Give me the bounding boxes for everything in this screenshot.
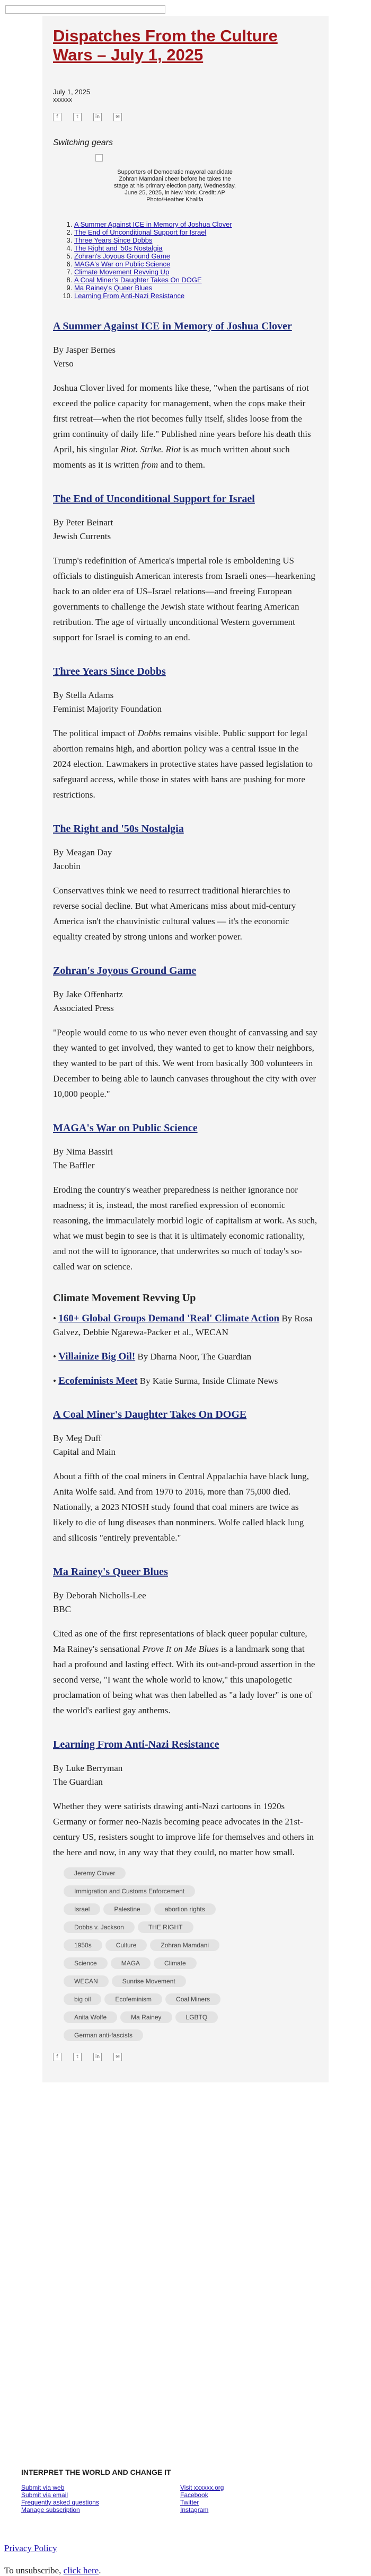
tag-list <box>53 1867 318 2047</box>
tag-pill[interactable]: Israel <box>64 1903 100 1915</box>
climate-link[interactable]: Ecofeminists Meet <box>58 1375 138 1387</box>
footer-link[interactable]: Submit via web <box>21 2484 65 2491</box>
article-body: Whether they were satirists drawing anti-Nazi cartoons in 1920s Germany or former neo-Nazis becoming peace advocates in the 21st-century US, resisters sought to improve life for themselves and others in the here and now, in any way that they could, no matter how small. <box>53 1801 314 1857</box>
article-byline: By Jake Offenhartz Associated Press <box>53 989 123 1013</box>
tag-pill[interactable]: Culture <box>105 1939 147 1951</box>
tag-pill[interactable]: German anti-fascists <box>64 2029 143 2041</box>
tag-pill[interactable]: Immigration and Customs Enforcement <box>64 1885 195 1897</box>
twitter-icon[interactable]: t <box>73 113 82 121</box>
list-item: • 160+ Global Groups Demand 'Real' Climate Action By Rosa Galvez, Debbie Ngarewa-Packer et al., WECAN <box>53 1313 313 1337</box>
image-caption: Supporters of Democratic mayoral candidate Zohran Mamdani cheer before he takes the stage at his primary election party, Wednesday, June 25, 2025, in New York. Credit: AP Photo/Heather Khalifa <box>114 169 236 203</box>
footer-link[interactable]: Visit xxxxxx.org <box>180 2484 224 2491</box>
toc-item[interactable]: 1. A Summer Against ICE in Memory of Joshua Clover <box>74 220 318 228</box>
tag-pill[interactable]: Climate <box>154 1957 197 1969</box>
tag-pill[interactable]: Ecofeminism <box>104 1993 162 2005</box>
tag-pill[interactable]: Palestine <box>103 1903 151 1915</box>
article-byline: By Stella Adams Feminist Majority Foundation <box>53 690 162 714</box>
email-icon[interactable]: ✉ <box>113 113 122 121</box>
issue-tag: xxxxxx <box>53 96 72 103</box>
climate-link-list <box>53 1312 318 1388</box>
article-title[interactable]: A Coal Miner's Daughter Takes On DOGE <box>53 1409 247 1420</box>
article-title[interactable]: Ma Rainey's Queer Blues <box>53 1566 168 1578</box>
footer-link[interactable]: Submit via email <box>21 2491 68 2499</box>
article-byline: By Peter Beinart Jewish Currents <box>53 517 113 541</box>
article-byline: By Jasper Bernes Verso <box>53 345 116 369</box>
tag-pill[interactable]: Science <box>64 1957 108 1969</box>
article-title[interactable]: Learning From Anti-Nazi Resistance <box>53 1739 219 1750</box>
tag-pill[interactable]: WECAN <box>64 1975 109 1987</box>
tag-pill[interactable]: Zohran Mamdani <box>150 1939 219 1951</box>
article-byline: By Nima Bassiri The Baffler <box>53 1147 113 1170</box>
hero-image <box>95 154 276 167</box>
tag-pill[interactable]: Anita Wolfe <box>64 2011 117 2023</box>
article-byline: By Meg Duff Capital and Main <box>53 1433 116 1457</box>
article-title[interactable]: A Summer Against ICE in Memory of Joshua Clover <box>53 320 292 332</box>
top-image-placeholder <box>5 5 165 14</box>
toc-item[interactable]: 5. Zohran's Joyous Ground Game <box>74 252 318 260</box>
toc-item[interactable]: 9. Ma Rainey's Queer Blues <box>74 284 318 292</box>
social-share-row-bottom <box>53 2053 318 2061</box>
article-body: Eroding the country's weather preparedness is neither ignorance nor madness; it is, instead, the most rarefied expression of economic reasoning, the immaculately morbid logic of capitalism at work. As such, what we must begin to see is that it is ultimately economic rationality, and not the will to ignorance, that underwrites so much of today's so-called war on science. <box>53 1185 317 1272</box>
toc-item[interactable]: 2. The End of Unconditional Support for Israel <box>74 228 318 236</box>
article-body: The political impact of Dobbs remains visible. Public support for legal abortion remains high, and abortion policy was a central issue in the 2024 election. Lawmakers in protective states have passed legislation to safeguard access, while those in states with bans are pushing for more restrictions. <box>53 728 313 800</box>
article-title[interactable]: The End of Unconditional Support for Israel <box>53 493 255 505</box>
broken-image-icon <box>95 154 103 162</box>
unsubscribe-link[interactable]: click here <box>63 2565 99 2575</box>
privacy-policy-row <box>4 2543 371 2554</box>
article-title[interactable]: The Right and '50s Nostalgia <box>53 823 184 835</box>
tag-pill[interactable]: LGBTQ <box>175 2011 218 2023</box>
linkedin-icon[interactable]: in <box>93 2053 102 2061</box>
climate-link[interactable]: 160+ Global Groups Demand 'Real' Climate Action <box>58 1313 280 1324</box>
article-title[interactable]: Three Years Since Dobbs <box>53 666 166 677</box>
toc-item[interactable]: 7. Climate Movement Revving Up <box>74 268 318 276</box>
tag-pill[interactable]: Ma Rainey <box>120 2011 172 2023</box>
footer-link[interactable]: Facebook <box>180 2491 208 2499</box>
list-item: • Villainize Big Oil! By Dharna Noor, The Guardian <box>53 1351 252 1362</box>
tag-pill[interactable]: 1950s <box>64 1939 102 1951</box>
footer-link[interactable]: Twitter <box>180 2499 199 2506</box>
article-title[interactable]: Zohran's Joyous Ground Game <box>53 965 197 977</box>
newsletter-title[interactable]: Dispatches From the Culture Wars – July 1, 2025 <box>53 26 278 64</box>
article-body: Joshua Clover lived for moments like these, "when the partisans of riot exceed the police capacity for management, when the cops make their first retreat—when the riot becomes fully itself, slides loose from the grim continuity of daily life." Published nine years before his death this April, his singular Riot. Strike. Riot is as much written about such moments as it is written from and to them. <box>53 383 311 470</box>
tag-pill[interactable]: Jeremy Clover <box>64 1867 126 1879</box>
article-body: Trump's redefinition of America's imperial role is emboldening US officials to distinguish American interests from Israeli ones—hearkening back to an older era of US–Israel relations—and freeing European governments to challenge the Jewish state without fearing American retribution. The age of virtually unconditional Western government support for Israel is coming to an end. <box>53 556 315 642</box>
facebook-icon[interactable]: f <box>53 2053 61 2061</box>
tag-pill[interactable]: Sunrise Movement <box>112 1975 186 1987</box>
issue-subtitle: Switching gears <box>53 138 113 147</box>
facebook-icon[interactable]: f <box>53 113 61 121</box>
footer-links <box>21 2484 371 2514</box>
article-byline: By Deborah Nicholls-Lee BBC <box>53 1590 146 1614</box>
unsubscribe-row: To unsubscribe, click here. <box>4 2565 101 2575</box>
tag-pill[interactable]: Dobbs v. Jackson <box>64 1921 135 1933</box>
tag-pill[interactable]: THE RIGHT <box>138 1921 193 1933</box>
article-body: Conservatives think we need to resurrect traditional hierarchies to reverse social decline. But what Americans miss about mid-century America isn't the chauvinistic cultural values — it's the economic equality created by strong unions and worker power. <box>53 885 296 942</box>
footer-link[interactable]: Manage subscription <box>21 2506 80 2514</box>
social-share-row <box>53 113 318 121</box>
tag-pill[interactable]: big oil <box>64 1993 101 2005</box>
newsletter-container <box>42 16 329 2082</box>
linkedin-icon[interactable]: in <box>93 113 102 121</box>
tag-pill[interactable]: MAGA <box>111 1957 151 1969</box>
footer-link[interactable]: Frequently asked questions <box>21 2499 99 2506</box>
climate-section-heading: Climate Movement Revving Up <box>53 1292 196 1304</box>
article-body: Cited as one of the first representations of black queer popular culture, Ma Rainey's sensational Prove It on Me Blues is a landmark song that had a profound and lasting effect. With its out-and-proud assertion in the second verse, "I want the whole world to know," this unapologetic proclamation of being what was then labelled as "a lady lover" is one of the world's earliest gay anthems. <box>53 1629 315 1715</box>
list-item: • Ecofeminists Meet By Katie Surma, Inside Climate News <box>53 1375 278 1387</box>
tag-pill[interactable]: Coal Miners <box>165 1993 220 2005</box>
article-title[interactable]: MAGA's War on Public Science <box>53 1122 198 1134</box>
tag-pill[interactable]: abortion rights <box>154 1903 216 1915</box>
footer-link[interactable]: Instagram <box>180 2506 209 2514</box>
toc-item[interactable]: 4. The Right and '50s Nostalgia <box>74 244 318 252</box>
article-byline: By Meagan Day Jacobin <box>53 847 112 871</box>
twitter-icon[interactable]: t <box>73 2053 82 2061</box>
article-body: About a fifth of the coal miners in Central Appalachia have black lung, Anita Wolfe said. And from 1970 to 2016, more than 75,000 died. Nationally, a 2023 NIOSH study found that coal miners are twice as likely to die of lung diseases than nonminers. Wolfe called black lung and silicosis "entirely preventable." <box>53 1471 309 1543</box>
article-byline: By Luke Berryman The Guardian <box>53 1763 123 1787</box>
table-of-contents <box>53 220 318 300</box>
toc-item[interactable]: 10. Learning From Anti-Nazi Resistance <box>74 292 318 300</box>
issue-date: July 1, 2025 <box>53 88 91 96</box>
email-icon[interactable]: ✉ <box>113 2053 122 2061</box>
toc-item[interactable]: 3. Three Years Since Dobbs <box>74 236 318 244</box>
footer-heading: INTERPRET THE WORLD AND CHANGE IT <box>21 2468 171 2476</box>
article-body: "People would come to us who never even thought of canvassing and say they wanted to get involved, they wanted to get to know their neighbors, they wanted to be part of this. We went from basically 300 volunteers in December to being able to launch canvases throughout the city with over 10,000 people." <box>53 1027 317 1099</box>
climate-link[interactable]: Villainize Big Oil! <box>58 1351 136 1362</box>
toc-item[interactable]: 6. MAGA's War on Public Science <box>74 260 318 268</box>
privacy-policy-link[interactable]: Privacy Policy <box>4 2543 57 2553</box>
footer <box>0 2468 371 2576</box>
toc-item[interactable]: 8. A Coal Miner's Daughter Takes On DOGE <box>74 276 318 284</box>
